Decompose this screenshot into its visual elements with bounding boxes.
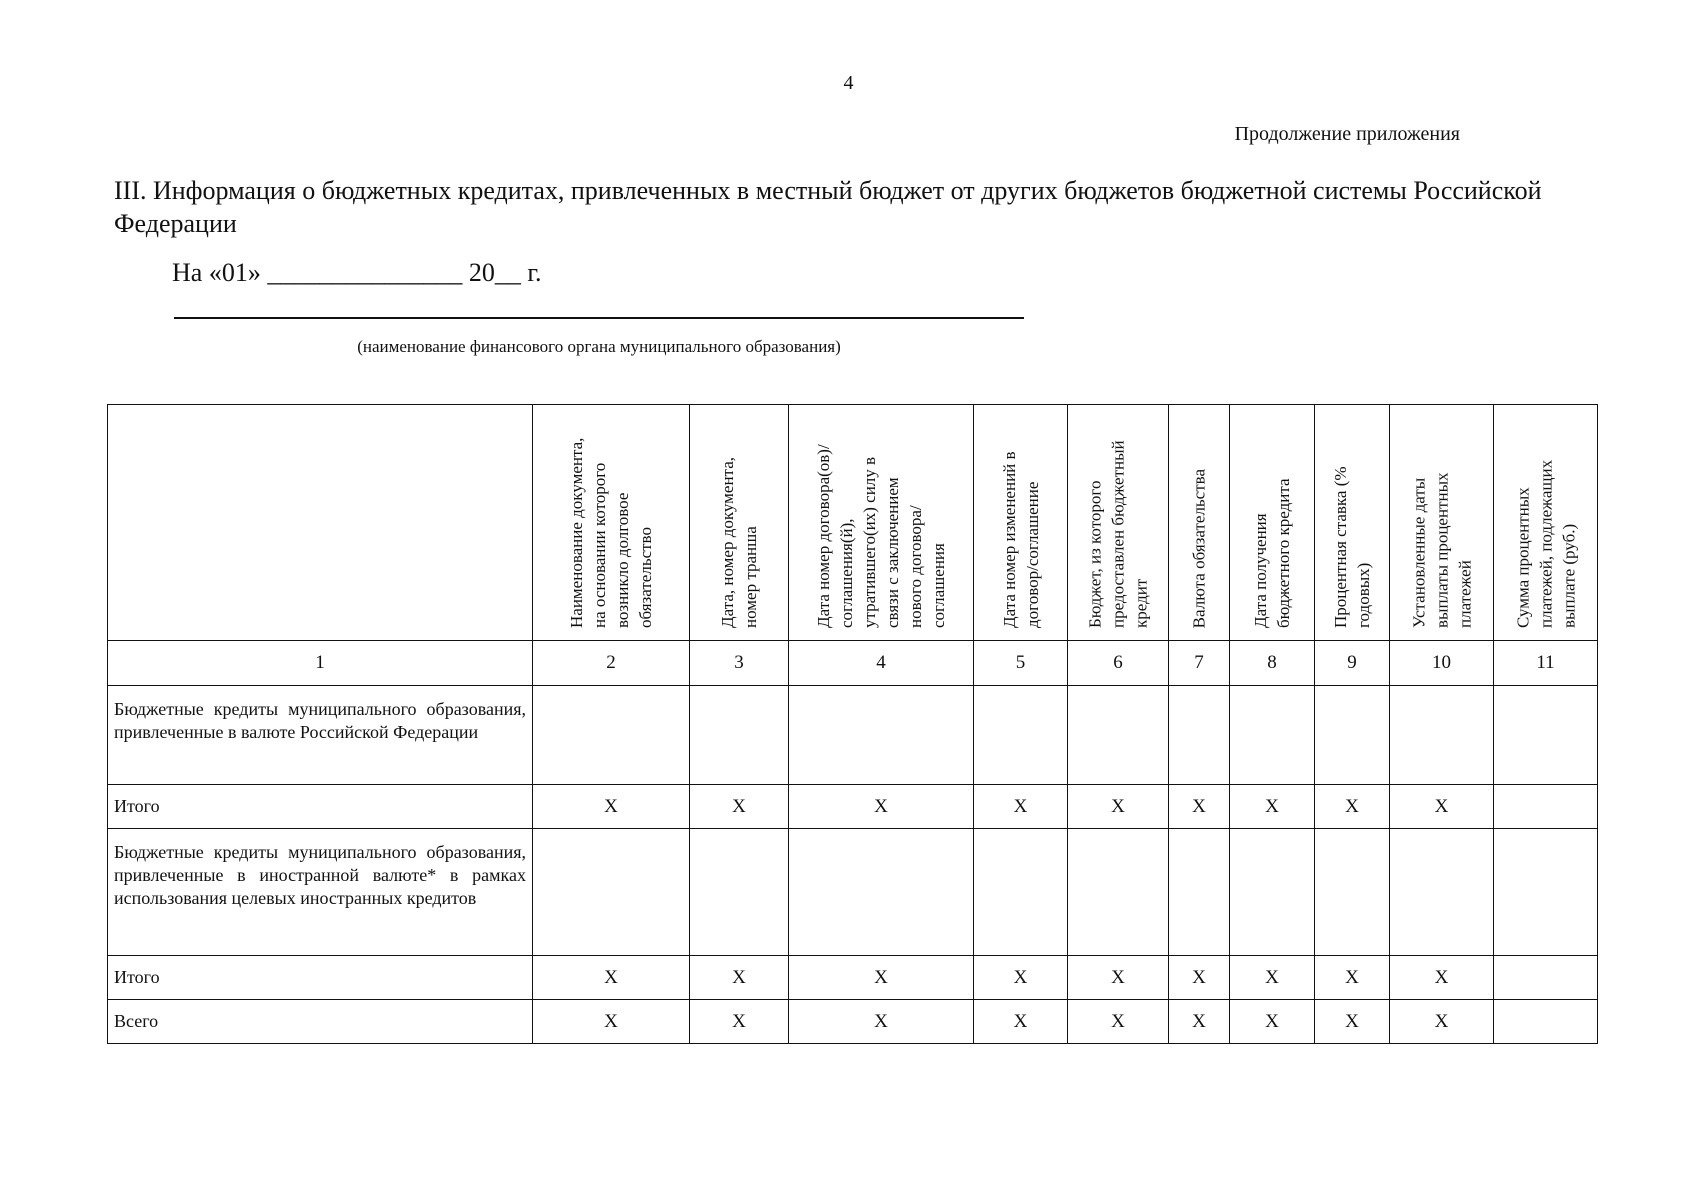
x-mark: X: [1169, 785, 1230, 829]
header-cell-5: [974, 405, 1068, 641]
x-mark: X: [1315, 1000, 1390, 1044]
header-text-10: Установленные даты выплаты процентных платежей: [1409, 472, 1474, 628]
column-number: 10: [1390, 641, 1494, 686]
header-text-11: Сумма процентных платежей, подлежащих выплате (руб.): [1513, 459, 1578, 628]
total-row-2: [108, 956, 1598, 1000]
x-mark: X: [1068, 1000, 1169, 1044]
foreign-credits-label: Бюджетные кредиты муниципального образования, привлеченные в иностранной валюте* в рамках использования целевых иностранных кредитов: [108, 829, 533, 956]
empty-cell: [1390, 829, 1494, 956]
empty-cell: [690, 829, 789, 956]
x-mark: X: [1390, 956, 1494, 1000]
header-text-6: Бюджет, из которого предоставлен бюджетный кредит: [1085, 440, 1151, 628]
empty-cell: [1390, 686, 1494, 785]
header-cell-7: [1169, 405, 1230, 641]
empty-cell: [1068, 829, 1169, 956]
empty-cell: [1169, 686, 1230, 785]
column-number: 5: [974, 641, 1068, 686]
empty-cell: [1494, 785, 1598, 829]
empty-cell: [789, 829, 974, 956]
column-number: 3: [690, 641, 789, 686]
empty-cell: [1315, 829, 1390, 956]
x-mark: X: [1230, 785, 1315, 829]
x-mark: X: [690, 1000, 789, 1044]
total-label: Итого: [108, 785, 533, 829]
x-mark: X: [789, 956, 974, 1000]
empty-cell: [1494, 686, 1598, 785]
header-text-3: Дата, номер документа, номер транша: [718, 457, 760, 628]
x-mark: X: [1230, 956, 1315, 1000]
x-mark: X: [974, 956, 1068, 1000]
empty-cell: [974, 829, 1068, 956]
x-mark: X: [1169, 1000, 1230, 1044]
header-cell-6: [1068, 405, 1169, 641]
x-mark: X: [690, 956, 789, 1000]
header-text-4: Дата номер договора(ов)/соглашения(й), утратившего(их) силу в связи с заключением нового договора/соглашения: [814, 444, 948, 628]
column-number: 7: [1169, 641, 1230, 686]
column-number: 9: [1315, 641, 1390, 686]
empty-cell: [1230, 829, 1315, 956]
empty-cell: [1494, 1000, 1598, 1044]
header-cell-9: [1315, 405, 1390, 641]
continuation-label: Продолжение приложения: [1234, 123, 1460, 145]
x-mark: X: [789, 785, 974, 829]
x-mark: X: [1169, 956, 1230, 1000]
header-text-8: Дата получения бюджетного кредита: [1251, 478, 1293, 628]
column-number: 11: [1494, 641, 1598, 686]
x-mark: X: [789, 1000, 974, 1044]
x-mark: X: [1315, 785, 1390, 829]
total-row-1: [108, 785, 1598, 829]
x-mark: X: [533, 1000, 690, 1044]
empty-cell: [1230, 686, 1315, 785]
credits-table: [107, 404, 1598, 1044]
header-cell-10: [1390, 405, 1494, 641]
column-number: 1: [108, 641, 533, 686]
column-number: 4: [789, 641, 974, 686]
section-title: III. Информация о бюджетных кредитах, привлеченных в местный бюджет от других бюджетов бюджетной системы Российской Федерации: [114, 176, 1542, 238]
empty-cell: [1494, 829, 1598, 956]
x-mark: X: [533, 956, 690, 1000]
empty-cell: [789, 686, 974, 785]
x-mark: X: [1230, 1000, 1315, 1044]
foreign-credits-row: [108, 829, 1598, 956]
empty-cell: [690, 686, 789, 785]
empty-cell: [1315, 686, 1390, 785]
org-caption: (наименование финансового органа муниципального образования): [357, 337, 841, 356]
empty-cell: [974, 686, 1068, 785]
header-cell-11: [1494, 405, 1598, 641]
empty-cell: [1068, 686, 1169, 785]
empty-cell: [1169, 829, 1230, 956]
x-mark: X: [974, 1000, 1068, 1044]
x-mark: X: [1390, 785, 1494, 829]
rub-credits-label: Бюджетные кредиты муниципального образования, привлеченные в валюте Российской Федерации: [108, 686, 533, 785]
header-cell-1: [108, 405, 533, 641]
grand-total-label: Всего: [108, 1000, 533, 1044]
page-number: 4: [843, 72, 854, 94]
header-text-9: Процентная ставка (% годовых): [1331, 466, 1373, 628]
x-mark: X: [1068, 956, 1169, 1000]
header-cell-2: [533, 405, 690, 641]
x-mark: X: [533, 785, 690, 829]
empty-cell: [533, 829, 690, 956]
empty-cell: [1494, 956, 1598, 1000]
header-cell-3: [690, 405, 789, 641]
column-number: 8: [1230, 641, 1315, 686]
column-number-row: [108, 641, 1598, 686]
rub-credits-row: [108, 686, 1598, 785]
x-mark: X: [1068, 785, 1169, 829]
date-line: На «01» _______________ 20__ г.: [172, 258, 542, 287]
column-number: 6: [1068, 641, 1169, 686]
header-text-2: Наименование документа, на основании которого возникло долговое обязательство: [567, 437, 655, 628]
header-cell-4: [789, 405, 974, 641]
header-text-5: Дата номер изменений в договор/соглашение: [999, 451, 1042, 628]
x-mark: X: [974, 785, 1068, 829]
x-mark: X: [690, 785, 789, 829]
header-cell-8: [1230, 405, 1315, 641]
total-label: Итого: [108, 956, 533, 1000]
grand-total-row: [108, 1000, 1598, 1044]
header-text-7: Валюта обязательства: [1189, 468, 1209, 628]
empty-cell: [533, 686, 690, 785]
x-mark: X: [1390, 1000, 1494, 1044]
org-name-line: [174, 317, 1024, 319]
x-mark: X: [1315, 956, 1390, 1000]
header-row: [108, 405, 1598, 641]
column-number: 2: [533, 641, 690, 686]
